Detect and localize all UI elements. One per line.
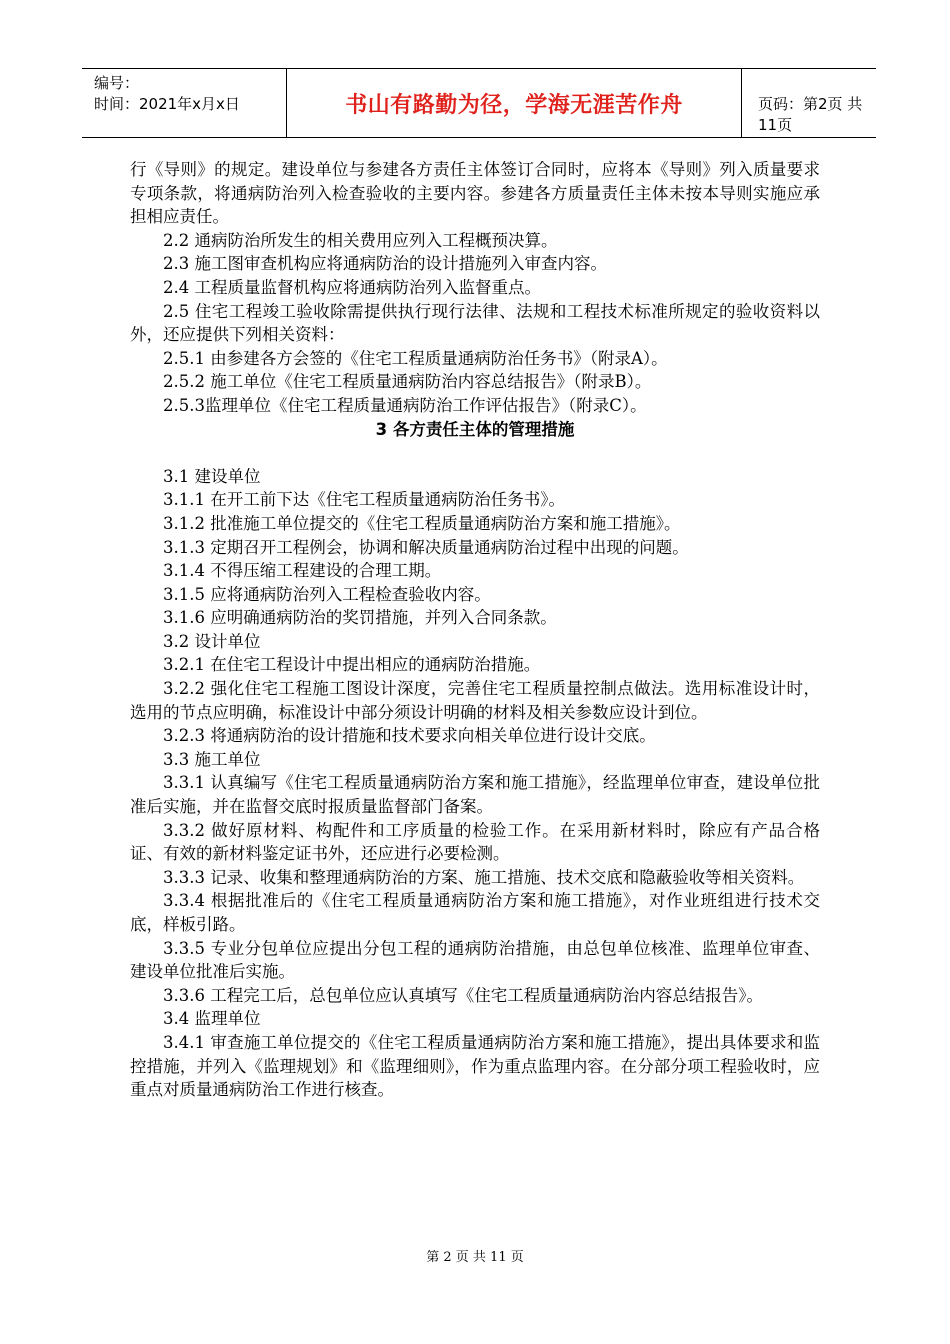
header-info	[82, 69, 286, 137]
paragraph: 2.5.2 施工单位《住宅工程质量通病防治内容总结报告》（附录B）。	[163, 372, 652, 392]
paragraph: 2.2 通病防治所发生的相关费用应列入工程概预决算。	[163, 230, 558, 250]
paragraph-group-1	[130, 158, 820, 418]
paragraph: 3.3.5 专业分包单位应提出分包工程的通病防治措施，由总包单位核准、监理单位审查、建设单位批准后实施。	[130, 938, 820, 982]
paragraph: 3.1.3 定期召开工程例会，协调和解决质量通病防治过程中出现的问题。	[163, 537, 689, 557]
paragraph: 3.3.3 记录、收集和整理通病防治的方案、施工措施、技术交底和隐蔽验收等相关资料。	[163, 867, 805, 887]
paragraph: 3.3.6 工程完工后，总包单位应认真填写《住宅工程质量通病防治内容总结报告》。	[163, 985, 763, 1005]
document-body	[130, 158, 820, 1102]
document-time-label: 时间：2021年x月x日	[94, 95, 240, 113]
paragraph: 3.2.3 将通病防治的设计措施和技术要求向相关单位进行设计交底。	[163, 726, 656, 746]
paragraph: 3.3.1 认真编写《住宅工程质量通病防治方案和施工措施》，经监理单位审查，建设单位批准后实施，并在监督交底时报质量监督部门备案。	[130, 773, 820, 817]
paragraph: 3.2 设计单位	[163, 631, 261, 651]
document-number-label: 编号：	[94, 74, 140, 92]
page-footer: 第 2 页 共 11 页	[426, 1250, 524, 1265]
paragraph: 3.4.1 审查施工单位提交的《住宅工程质量通病防治方案和施工措施》，提出具体要求和监控措施，并列入《监理规划》和《监理细则》，作为重点监理内容。在分部分项工程验收时，应重点对质量通病防治工作进行核查。	[130, 1032, 820, 1100]
paragraph: 3.1.2 批准施工单位提交的《住宅工程质量通病防治方案和施工措施》。	[163, 513, 681, 533]
paragraph: 3.1 建设单位	[163, 466, 261, 486]
paragraph-group-2	[130, 465, 820, 1102]
section-heading: 3 各方责任主体的管理措施	[375, 419, 575, 439]
paragraph: 2.3 施工图审查机构应将通病防治的设计措施列入审查内容。	[163, 254, 607, 274]
header-page-number: 页码：第2页 共11页	[758, 95, 863, 134]
paragraph: 3.3.2 做好原材料、构配件和工序质量的检验工作。在采用新材料时，除应有产品合格证、有效的新材料鉴定证书外，还应进行必要检测。	[130, 820, 820, 864]
paragraph: 3.3 施工单位	[163, 749, 261, 769]
paragraph: 2.5.1 由参建各方会签的《住宅工程质量通病防治任务书》（附录A）。	[163, 348, 668, 368]
header-motto: 书山有路勤为径，学海无涯苦作舟	[286, 69, 742, 137]
paragraph: 3.4 监理单位	[163, 1009, 261, 1029]
paragraph: 2.4 工程质量监督机构应将通病防治列入监督重点。	[163, 277, 541, 297]
paragraph: 3.1.5 应将通病防治列入工程检查验收内容。	[163, 584, 491, 604]
paragraph: 3.2.1 在住宅工程设计中提出相应的通病防治措施。	[163, 655, 541, 675]
paragraph: 3.2.2 强化住宅工程施工图设计深度，完善住宅工程质量控制点做法。选用标准设计时，选用的节点应明确，标准设计中部分须设计明确的材料及相关参数应设计到位。	[130, 679, 820, 722]
paragraph: 3.1.6 应明确通病防治的奖罚措施，并列入合同条款。	[163, 608, 557, 628]
paragraph: 3.1.1 在开工前下达《住宅工程质量通病防治任务书》。	[163, 490, 565, 510]
paragraph: 行《导则》的规定。建设单位与参建各方责任主体签订合同时，应将本《导则》列入质量要求专项条款，将通病防治列入检查验收的主要内容。参建各方质量责任主体未按本导则实施应承担相应责任。	[130, 160, 820, 227]
paragraph: 3.3.4 根据批准后的《住宅工程质量通病防治方案和施工措施》，对作业班组进行技术交底，样板引路。	[130, 891, 820, 934]
paragraph: 3.1.4 不得压缩工程建设的合理工期。	[163, 561, 442, 581]
paragraph: 2.5.3监理单位《住宅工程质量通病防治工作评估报告》（附录C）。	[163, 395, 647, 415]
paragraph: 2.5 住宅工程竣工验收除需提供执行现行法律、法规和工程技术标准所规定的验收资料以外，还应提供下列相关资料：	[130, 301, 820, 345]
page-header	[82, 68, 876, 138]
